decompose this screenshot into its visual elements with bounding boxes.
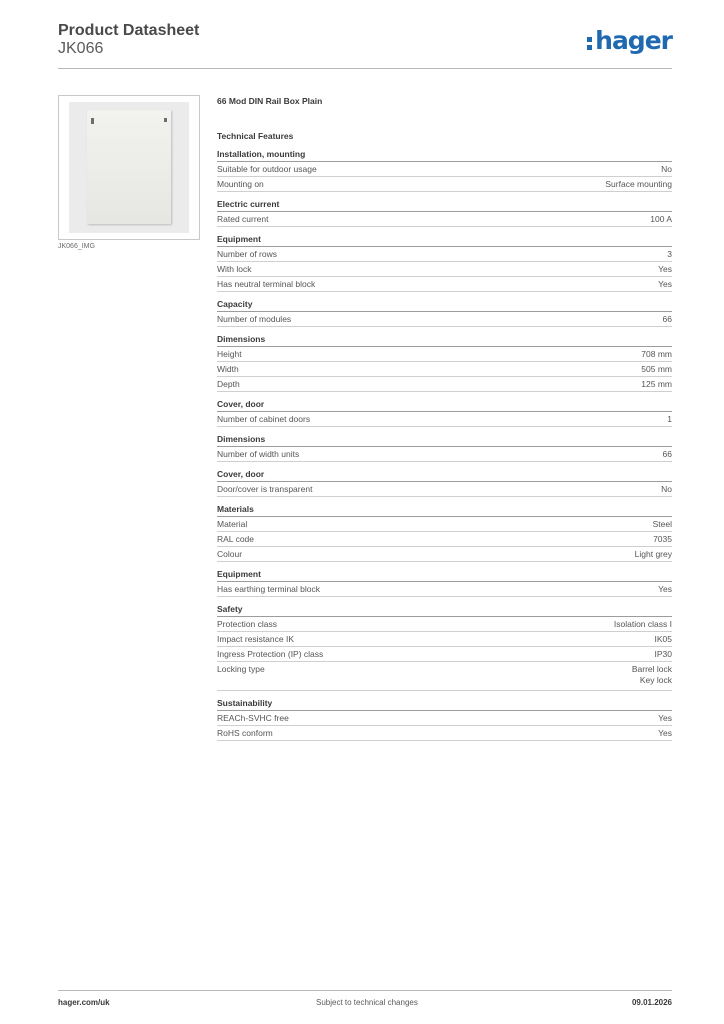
feature-label: Number of width units [217, 449, 300, 459]
feature-row [217, 247, 672, 262]
feature-label: Has earthing terminal block [217, 584, 320, 594]
feature-label: With lock [217, 264, 252, 274]
feature-label: Depth [217, 379, 240, 389]
feature-section [217, 504, 672, 562]
feature-row [217, 632, 672, 647]
feature-value [641, 364, 672, 375]
technical-features-heading: Technical Features [217, 131, 294, 141]
feature-row [217, 347, 672, 362]
feature-value [658, 264, 672, 275]
feature-row [217, 647, 672, 662]
feature-label: Suitable for outdoor usage [217, 164, 317, 174]
feature-value [655, 634, 673, 645]
document-title: Product Datasheet [58, 22, 200, 39]
footer-date: 09.01.2026 [631, 998, 672, 1007]
feature-value-line: Surface mounting [605, 179, 672, 189]
feature-row [217, 482, 672, 497]
feature-value [667, 249, 672, 260]
enclosure-box-picture [87, 110, 171, 224]
feature-value-line: No [661, 164, 672, 174]
feature-row [217, 532, 672, 547]
feature-label: Has neutral terminal block [217, 279, 316, 289]
feature-row [217, 617, 672, 632]
hager-logo [587, 27, 672, 55]
feature-label: RAL code [217, 534, 255, 544]
feature-value-line: 100 A [650, 214, 672, 224]
feature-value-line: IP30 [654, 649, 672, 659]
product-name: 66 Mod DIN Rail Box Plain [217, 96, 323, 106]
feature-value-line: Light grey [634, 549, 672, 559]
feature-value-line: 505 mm [641, 364, 672, 374]
feature-sections [217, 149, 672, 741]
feature-label: Number of modules [217, 314, 292, 324]
feature-value-line: Yes [658, 264, 672, 274]
feature-value-line: 125 mm [641, 379, 672, 389]
feature-label: Material [217, 519, 248, 529]
feature-row [217, 312, 672, 327]
feature-row [217, 447, 672, 462]
feature-value-line: 66 [662, 314, 672, 324]
feature-row [217, 547, 672, 562]
feature-label: Door/cover is transparent [217, 484, 313, 494]
feature-value [663, 449, 672, 460]
header-divider [58, 68, 672, 69]
feature-row [217, 177, 672, 192]
section-title: Sustainability [217, 698, 672, 711]
feature-value [653, 519, 672, 530]
feature-row [217, 162, 672, 177]
feature-value-line: Yes [658, 584, 672, 594]
feature-label: RoHS conform [217, 728, 273, 738]
feature-label: Number of cabinet doors [217, 414, 311, 424]
feature-value-line: Steel [652, 519, 672, 529]
feature-row [217, 517, 672, 532]
section-title: Materials [217, 504, 672, 517]
feature-row [217, 711, 672, 726]
footer-notice: Subject to technical changes [316, 998, 418, 1007]
feature-value-line: 3 [667, 249, 672, 259]
feature-section [217, 149, 672, 192]
feature-value-line: Yes [658, 713, 672, 723]
feature-row [217, 262, 672, 277]
feature-value-line: Yes [658, 279, 672, 289]
page-header [58, 22, 199, 58]
feature-section [217, 299, 672, 327]
section-title: Cover, door [217, 469, 672, 482]
feature-row [217, 582, 672, 597]
feature-label: Impact resistance IK [217, 634, 295, 644]
section-title: Equipment [217, 234, 672, 247]
feature-section [217, 199, 672, 227]
product-code: JK066 [58, 40, 104, 57]
section-title: Electric current [217, 199, 672, 212]
feature-section [217, 698, 672, 741]
section-title: Capacity [217, 299, 672, 312]
feature-value [658, 279, 672, 290]
feature-value-line: 7035 [653, 534, 672, 544]
feature-section [217, 234, 672, 292]
feature-value [661, 484, 672, 495]
feature-row [217, 362, 672, 377]
feature-value [658, 713, 672, 724]
feature-value [655, 649, 673, 660]
section-title: Dimensions [217, 334, 672, 347]
datasheet-content [217, 96, 672, 741]
hinge-icon [91, 118, 94, 124]
feature-label: Locking type [217, 664, 265, 674]
feature-row [217, 377, 672, 392]
footer-divider [58, 990, 672, 991]
feature-section [217, 469, 672, 497]
feature-label: Mounting on [217, 179, 264, 189]
product-image [69, 102, 189, 233]
feature-section [217, 604, 672, 691]
feature-value-line: Yes [658, 728, 672, 738]
section-title: Installation, mounting [217, 149, 672, 162]
section-title: Equipment [217, 569, 672, 582]
feature-value-line: IK05 [654, 634, 672, 644]
feature-row [217, 412, 672, 427]
feature-row [217, 662, 672, 691]
feature-value [641, 379, 672, 390]
footer-website: hager.com/uk [58, 998, 110, 1007]
feature-value [650, 214, 672, 225]
feature-label: REACh-SVHC free [217, 713, 289, 723]
feature-value [667, 414, 672, 425]
feature-value [632, 664, 672, 686]
feature-label: Width [217, 364, 239, 374]
screw-icon [164, 118, 167, 122]
feature-value [661, 164, 672, 175]
section-title: Dimensions [217, 434, 672, 447]
logo-text: hager [595, 26, 672, 55]
logo-dots-icon [587, 27, 593, 55]
feature-value [658, 728, 672, 739]
feature-label: Number of rows [217, 249, 277, 259]
feature-value [605, 179, 672, 190]
feature-value-line: 708 mm [641, 349, 672, 359]
feature-value [658, 584, 672, 595]
feature-value-line: Barrel lock [631, 664, 672, 674]
feature-value [614, 619, 672, 630]
feature-label: Height [217, 349, 242, 359]
image-caption: JK066_IMG [58, 243, 95, 250]
feature-value-line: 66 [662, 449, 672, 459]
section-title: Safety [217, 604, 672, 617]
feature-row [217, 212, 672, 227]
feature-value-line: No [661, 484, 672, 494]
feature-label: Rated current [217, 214, 269, 224]
feature-label: Ingress Protection (IP) class [217, 649, 324, 659]
feature-value-line: Key lock [639, 675, 672, 685]
feature-value-line: Isolation class I [613, 619, 672, 629]
feature-value [653, 534, 672, 545]
product-image-frame [58, 95, 200, 240]
feature-row [217, 726, 672, 741]
feature-section [217, 569, 672, 597]
feature-label: Colour [217, 549, 243, 559]
feature-row [217, 277, 672, 292]
feature-section [217, 399, 672, 427]
feature-value [641, 349, 672, 360]
feature-section [217, 334, 672, 392]
feature-value-line: 1 [667, 414, 672, 424]
feature-value [663, 314, 672, 325]
feature-section [217, 434, 672, 462]
feature-label: Protection class [217, 619, 277, 629]
feature-value [635, 549, 672, 560]
section-title: Cover, door [217, 399, 672, 412]
